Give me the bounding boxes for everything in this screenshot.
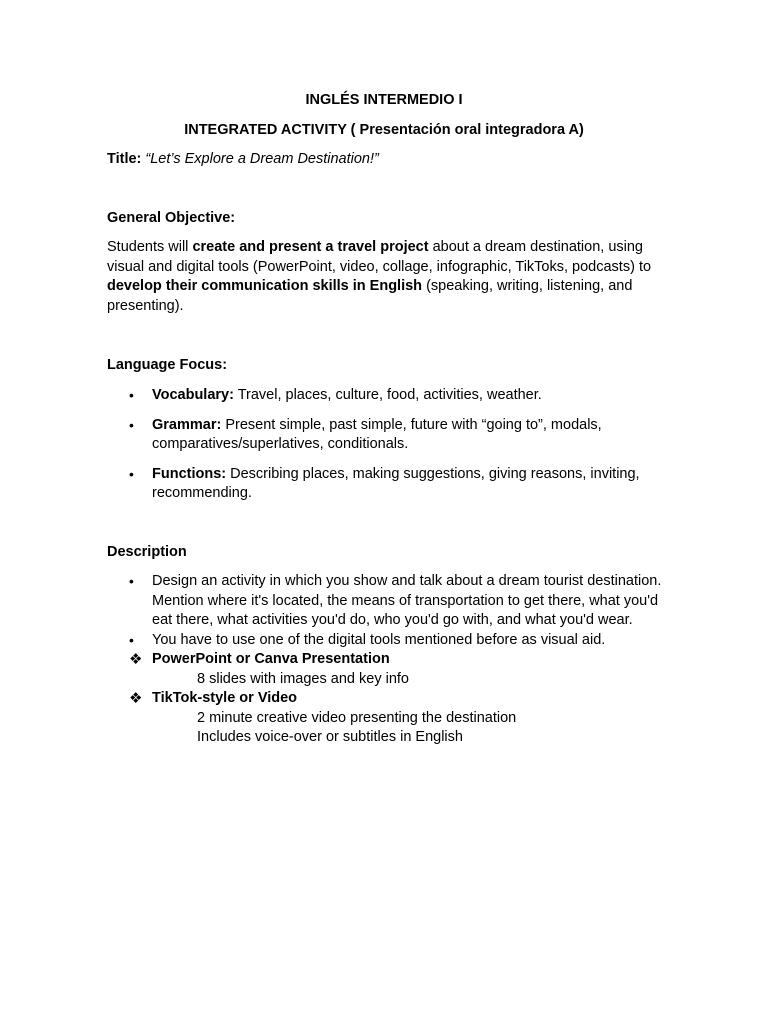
- grammar-label: Grammar:: [152, 416, 222, 433]
- activity-title: INTEGRATED ACTIVITY ( Presentación oral integradora A): [184, 122, 584, 138]
- bullet-icon: •: [129, 631, 134, 648]
- option-detail: 2 minute creative video presenting the destination: [197, 709, 517, 726]
- description-heading: Description: [107, 544, 187, 560]
- objective-bold-1: create and present a travel project: [192, 239, 429, 255]
- title-value: “Let’s Explore a Dream Destination!”: [145, 151, 379, 167]
- option-video: [107, 689, 667, 709]
- vocabulary-text: Travel, places, culture, food, activities, weather.: [233, 387, 542, 403]
- title-line: [107, 150, 667, 170]
- list-item: [107, 416, 667, 455]
- description-section: [107, 572, 667, 748]
- grammar-text: Present simple, past simple, future with “going to”, modals, comparatives/superlatives, conditionals.: [152, 416, 602, 452]
- list-item: [107, 465, 667, 504]
- bullet-icon: •: [129, 465, 134, 482]
- objective-text-2: about a dream destination, using visual and digital tools (PowerPoint, video, collage, infographic, TikToks, podcasts) to: [107, 239, 652, 275]
- description-list: [107, 572, 667, 650]
- option-detail: Includes voice-over or subtitles in English: [197, 729, 463, 745]
- description-bullet-text: You have to use one of the digital tools mentioned before as visual aid.: [152, 631, 606, 648]
- functions-label: Functions:: [152, 465, 227, 482]
- course-title: INGLÉS INTERMEDIO I: [305, 92, 463, 108]
- list-item: [107, 386, 667, 406]
- bullet-icon: •: [129, 387, 134, 403]
- title-label: Title:: [107, 151, 142, 167]
- functions-text: Describing places, making suggestions, giving reasons, inviting, recommending.: [152, 465, 640, 501]
- language-focus-list: [107, 386, 667, 504]
- description-bullet-text: Design an activity in which you show and talk about a dream tourist destination. Mention where it's located, the means of transportation to get there, what you'd eat there, what activities you'd do, who you'd go with, and what you'd wear.: [152, 573, 662, 628]
- language-focus-heading: Language Focus:: [107, 357, 228, 373]
- objective-paragraph: [107, 238, 662, 316]
- diamond-bullet-icon: ❖: [129, 650, 143, 668]
- bullet-icon: •: [129, 416, 134, 433]
- option-powerpoint: [107, 650, 667, 670]
- bullet-icon: •: [129, 573, 134, 589]
- vocabulary-label: Vocabulary:: [152, 387, 234, 403]
- option-title: TikTok-style or Video: [152, 690, 298, 706]
- option-detail: 8 slides with images and key info: [197, 670, 409, 687]
- diamond-bullet-icon: ❖: [129, 689, 143, 707]
- option-title: PowerPoint or Canva Presentation: [152, 651, 390, 667]
- list-item: [107, 631, 667, 651]
- list-item: [107, 572, 667, 631]
- objective-text-3: (speaking, writing, listening, and presenting).: [107, 278, 633, 314]
- objective-heading: General Objective:: [107, 210, 236, 226]
- objective-text-1: Students will: [107, 239, 193, 255]
- objective-bold-2: develop their communication skills in English: [107, 278, 423, 294]
